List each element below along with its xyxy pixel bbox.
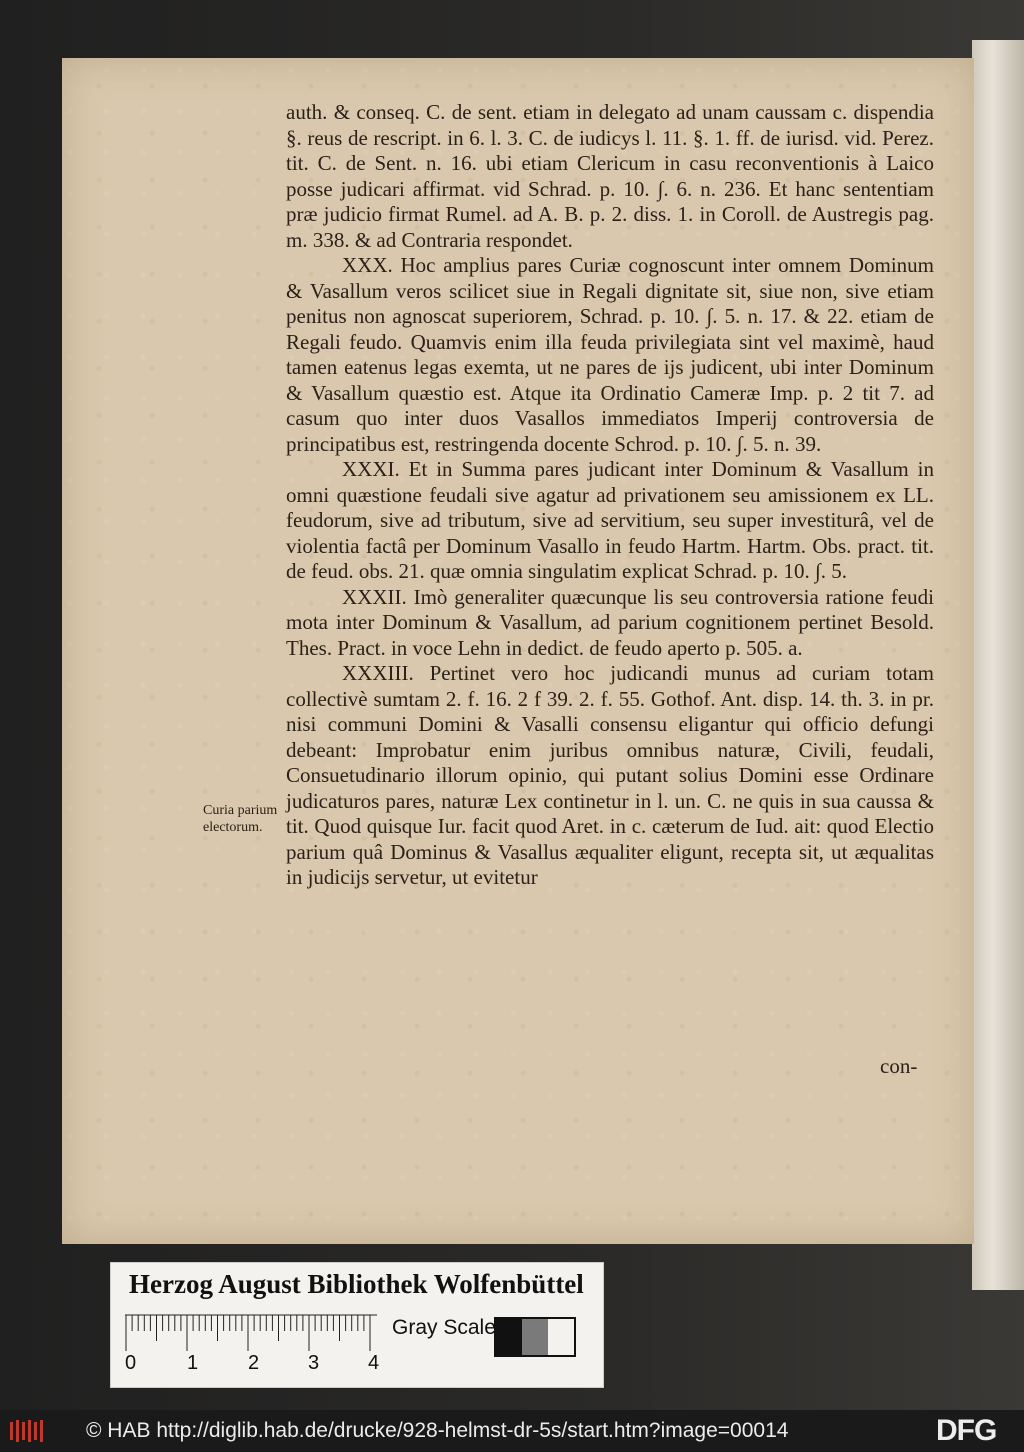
library-name: Herzog August Bibliothek Wolfenbüttel xyxy=(129,1269,584,1299)
paragraph-continuation: auth. & conseq. C. de sent. etiam in delegato ad unam caussam c. dispendia §. reus de rescript. in 6. l. 3. C. de iudicys l. 11. §. 1. ff. de iurisd. vid. Perez. tit. C. de Sent. n. 16. ubi etiam Clericum in casu reconventionis à Laico posse judicari affirmat. vid Schrad. p. 10. ∫. 6. n. 236. Et hanc sententiam præ judicio firmat Rumel. ad A. B. p. 2. diss. 1. in Coroll. de Austregis pag. m. 338. & ad Contraria respondet. xyxy=(286,100,934,252)
paragraph-xxx: XXX. Hoc amplius pares Curiæ cognoscunt inter omnem Dominum & Vasallum veros scilicet siue in Regali dignitate sit, siue non, sive etiam penitus non agnoscat superiorem, Schrad. p. 10. ∫. 5. n. 17. & 22. etiam de Regali feudo. Quamvis enim illa feuda privilegiata sint vel maximè, haud tamen eatenus legas exemta, ut ne pares de ijs judicent, ubi inter Dominum & Vasallum quæstio est. Atque ita Ordinatio Cameræ Imp. p. 2 tit 7. ad casum quo inter duos Vasallos immediatos Imperij controversia de principatibus est, restringenda docente Schrod. p. 10. ∫. 5. n. 39. xyxy=(286,253,934,456)
gray-swatch-mid xyxy=(522,1319,548,1355)
gray-scale-label: Gray Scale xyxy=(392,1316,496,1339)
marginal-note: Curia parium electorum. xyxy=(203,803,278,835)
source-url-link[interactable]: © HAB http://diglib.hab.de/drucke/928-helmst-dr-5s/start.htm?image=00014 xyxy=(86,1419,789,1442)
gray-swatch-black xyxy=(496,1319,522,1355)
viewer-footer xyxy=(0,1410,1024,1452)
paragraph-xxxii: XXXII. Imò generaliter quæcunque lis seu controversia ratione feudi mota inter Dominum & Vasallum, ad parium cognitionem pertinet Besold. Thes. Pract. in voce Lehn in dedict. de feudo aperto p. 505. a. xyxy=(286,584,934,660)
ruler-scale xyxy=(125,1313,387,1353)
ruler-number-1: 1 xyxy=(187,1352,199,1374)
adjacent-page-edge xyxy=(972,40,1024,1290)
ruler-number-0: 0 xyxy=(125,1352,137,1374)
paragraph-xxxi: XXXI. Et in Summa pares judicant inter Dominum & Vasallum in omni quæstione feudali sive agatur ad privationem seu amissionem ex LL. feudorum, sive ad tributum, sive ad servitium, seu super investiturâ, vel de violentia factâ per Dominum Vasallo in feudo Hartm. Hartm. Obs. pract. tit. de feud. obs. 21. quæ omnia singulatim explicat Schrad. p. 10. ∫. 5. xyxy=(286,457,934,583)
paragraph-xxxiii: XXXIII. Pertinet vero hoc judicandi munus ad curiam totam collectivè sumtam 2. f. 16. 2 f 39. 2. f. 55. Gothof. Ant. disp. 14. th. 3. in pr. nisi communi Domini & Vasalli consensu eligantur qui officio defungi debeant: Improbatur enim juribus omnibus naturæ, Civili, feudali, Consuetudinario illorum opinio, qui putant solius Domini esse Ordinare judicaturos pares, naturæ Lex continetur in l. un. C. ne quis in sua caussa & tit. Quod quisque Iur. facit quod Aret. in c. cæterum de Iud. ait: quod Electio parium quâ Dominus & Vasallus æqualiter eligunt, recepta sit, ut æqualitas in judicijs servetur, ut evitetur xyxy=(286,661,934,889)
page-body-text xyxy=(286,100,934,891)
gray-scale-swatch xyxy=(494,1317,576,1357)
hab-logo-icon xyxy=(8,1418,48,1444)
ruler-number-3: 3 xyxy=(308,1352,320,1374)
ruler-number-2: 2 xyxy=(248,1352,260,1374)
ruler-number-4: 4 xyxy=(368,1352,380,1374)
catchword: con- xyxy=(880,1054,918,1078)
dfg-logo: DFG xyxy=(936,1414,997,1447)
gray-swatch-white xyxy=(548,1319,574,1355)
